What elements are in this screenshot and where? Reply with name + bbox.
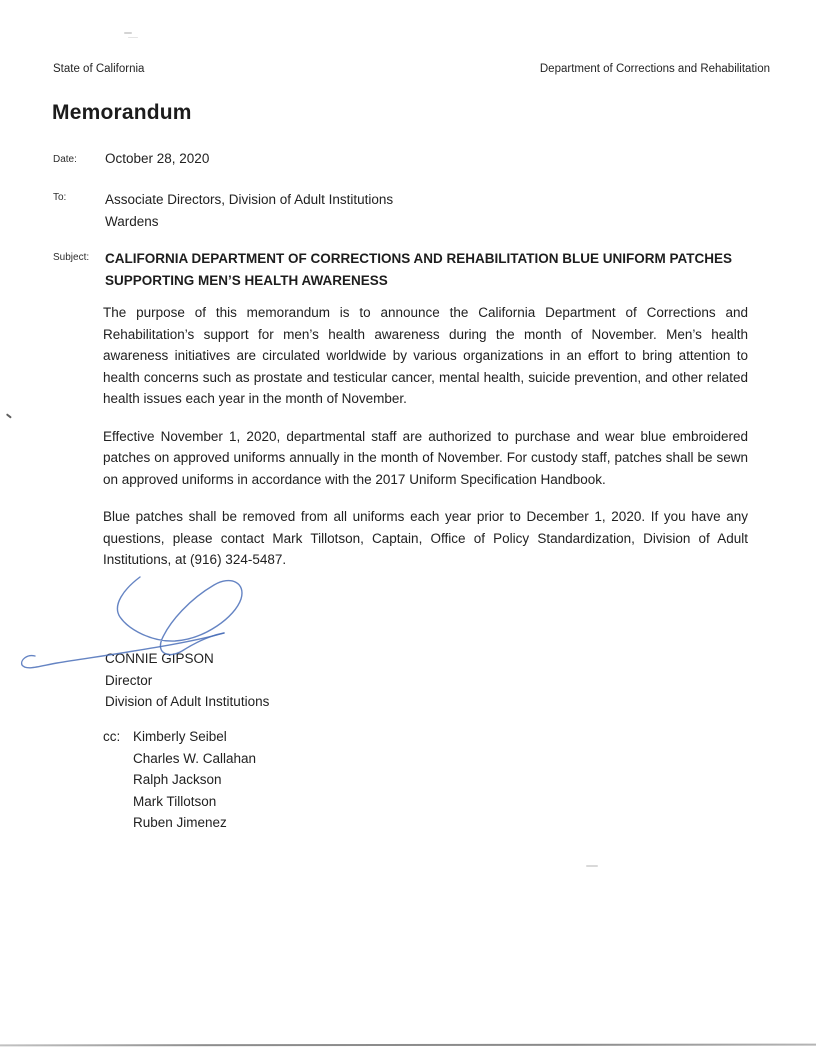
subject-value: CALIFORNIA DEPARTMENT OF CORRECTIONS AND REHABILITATION BLUE UNIFORM PATCHES SUPPORTING MEN’S HEALTH AWARENESS <box>105 251 732 288</box>
memo-body <box>103 302 748 587</box>
scan-artifact-dash <box>586 865 598 867</box>
body-paragraph-3: Blue patches shall be removed from all uniforms each year prior to December 1, 2020. If you have any questions, please contact Mark Tillotson, Captain, Office of Policy Standardization, Division of Adult Institutions, at (916) 324-5487. <box>103 509 748 567</box>
to-value <box>105 189 393 232</box>
cc-name: Ruben Jimenez <box>133 815 227 830</box>
subject-label: Subject: <box>53 252 90 263</box>
memo-title: Memorandum <box>52 101 192 124</box>
to-recipient-line: Associate Directors, Division of Adult Institutions <box>105 192 394 207</box>
body-paragraph-1: The purpose of this memorandum is to announce the California Department of Corrections and Rehabilitation’s support for men’s health awareness during the month of November. Men’s health awareness initiatives are circulated worldwide by various organizations in an effort to bring attention to health concerns such as prostate and testicular cancer, mental health, suicide prevention, and other related health issues each year in the month of November. <box>103 305 748 406</box>
signer-division: Division of Adult Institutions <box>105 694 270 709</box>
signer-block <box>105 648 269 713</box>
signer-name: CONNIE GIPSON <box>105 651 214 666</box>
cc-names <box>133 726 256 834</box>
cc-block <box>103 726 256 834</box>
letterhead-department: Department of Corrections and Rehabilitation <box>539 63 770 75</box>
letterhead-state: State of California <box>53 63 145 75</box>
scan-bottom-edge-line <box>0 1044 816 1047</box>
scan-artifact-top <box>124 32 132 34</box>
scan-artifact-top-2 <box>128 37 138 38</box>
cc-name: Ralph Jackson <box>133 772 222 787</box>
cc-name: Charles W. Callahan <box>133 750 257 766</box>
to-recipient-line: Wardens <box>105 213 159 229</box>
date-label: Date: <box>53 154 77 165</box>
to-label: To: <box>53 192 67 203</box>
signer-title: Director <box>105 672 153 688</box>
letterhead <box>53 63 770 75</box>
signature-stroke-loop <box>117 577 242 655</box>
scan-artifact-left-tick <box>6 413 12 418</box>
body-paragraph-2: Effective November 1, 2020, departmental staff are authorized to purchase and wear blue embroidered patches on approved uniforms annually in the month of November. For custody staff, patches shall be sewn on approved uniforms in accordance with the 2017 Uniform Specification Handbook. <box>103 428 748 487</box>
date-value: October 28, 2020 <box>105 151 210 166</box>
cc-name: Mark Tillotson <box>133 793 217 809</box>
cc-name: Kimberly Seibel <box>133 729 227 744</box>
cc-label: cc: <box>103 729 121 744</box>
